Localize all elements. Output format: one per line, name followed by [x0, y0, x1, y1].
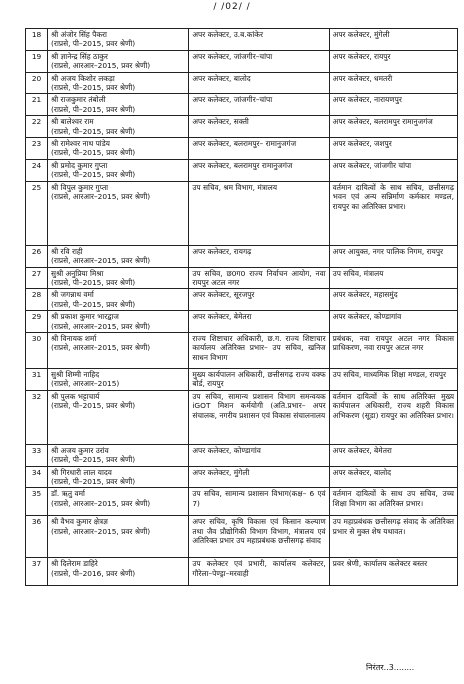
- new-posting: अपर कलेक्टर, बलरामपुर रामानुजगंज: [329, 116, 457, 138]
- officer-name: सुश्री अनुप्रिया मिश्रा: [51, 268, 104, 278]
- officer-name: श्री प्रमोद कुमार गुप्ता: [51, 160, 108, 170]
- officer-name: श्री जगन्नाथ वर्मा: [51, 290, 94, 300]
- officer-name: श्री अंजोर सिंह पैकरा: [51, 30, 107, 39]
- officer-name: श्री गिरधारी लाल यादव: [51, 467, 112, 477]
- new-posting: वर्तमान दायित्वों के साथ उप सचिव, उच्च शिक्षा विभाग का अतिरिक्त प्रभार।: [329, 488, 457, 516]
- serial-number: 30: [26, 332, 48, 368]
- table-row: [26, 245, 458, 267]
- current-posting: अपर कलेक्टर, सूरजपुर: [189, 289, 329, 311]
- officer-cell: [48, 444, 189, 466]
- serial-number: 18: [26, 29, 48, 51]
- officer-cell: [48, 116, 189, 138]
- officer-name: श्री पुलक भट्टाचार्य: [51, 391, 100, 401]
- table-row: [26, 50, 458, 72]
- table-row: [26, 488, 458, 516]
- officer-cell: [48, 390, 189, 444]
- new-posting: वर्तमान दायित्वों के साथ सचिव, छत्तीसगढ़ भवन एवं अन्य सन्निर्माण कर्मकार मण्डल, रायपुर का अतिरिक्त प्रभार।: [329, 181, 457, 245]
- officer-cell: [48, 181, 189, 245]
- officer-name: श्री रामेश्वर नाथ पांडेय: [51, 139, 110, 149]
- officer-service-details: (राप्रसे, पी–2015, प्रवर श्रेणी): [51, 299, 136, 309]
- officer-name: डॉ. ऋतु वर्मा: [51, 489, 85, 499]
- serial-number: 36: [26, 516, 48, 558]
- officer-cell: [48, 332, 189, 368]
- serial-number: 29: [26, 311, 48, 333]
- current-posting: मुख्य कार्यपालन अधिकारी, छत्तीसगढ़ राज्य वक्फ बोर्ड, रायपुर: [189, 368, 329, 390]
- officer-service-details: (राप्रसे, पी–2015, प्रवर श्रेणी): [51, 170, 136, 180]
- officer-service-details: (राप्रसे, आरआर–2015, प्रवर श्रेणी): [51, 256, 151, 266]
- serial-number: 34: [26, 466, 48, 488]
- table-row: [26, 29, 458, 51]
- officer-service-details: (राप्रसे, पी–2015, प्रवर श्रेणी): [51, 104, 136, 114]
- table-row: [26, 267, 458, 289]
- current-posting: अपर कलेक्टर, मुंगेली: [189, 466, 329, 488]
- officer-cell: [48, 50, 189, 72]
- officer-service-details: (राप्रसे, आरआर–2015, प्रवर श्रेणी): [51, 192, 151, 202]
- officer-name: श्री विनायक शर्मा: [51, 333, 97, 343]
- officer-service-details: (राप्रसे, आरआर–2015, प्रवर श्रेणी): [51, 321, 151, 331]
- new-posting: प्रबंधक, नवा रायपुर अटल नगर विकास प्राधिकरण, नवा रायपुर अटल नगर: [329, 332, 457, 368]
- table-row: [26, 311, 458, 333]
- table-row: [26, 289, 458, 311]
- continued-marker: निरंतर..3........: [366, 663, 415, 672]
- officer-service-details: (राप्रसे, पी–2015, प्रवर श्रेणी): [51, 83, 136, 93]
- current-posting: अपर कलेक्टर, जांजगीर–चांपा: [189, 94, 329, 116]
- officer-service-details: (राप्रसे, पी–2015, प्रवर श्रेणी): [51, 277, 136, 287]
- officer-service-details: (राप्रसे, पी–2015, प्रवर श्रेणी): [51, 148, 136, 158]
- table-row: [26, 116, 458, 138]
- officer-cell: [48, 516, 189, 558]
- table-row: [26, 159, 458, 181]
- current-posting: अपर कलेक्टर, सक्ती: [189, 116, 329, 138]
- officer-name: सुश्री शिम्मी नाहिद: [51, 369, 100, 379]
- officer-service-details: (राप्रसे, आरआर–2015, प्रवर श्रेणी): [51, 498, 151, 508]
- officer-service-details: (राप्रसे, पी–2015, प्रवर श्रेणी): [51, 126, 136, 136]
- serial-number: 32: [26, 390, 48, 444]
- serial-number: 28: [26, 289, 48, 311]
- officer-name: श्री रवि राही: [51, 246, 83, 256]
- officer-name: श्री ज्ञानेन्द्र सिंह ठाकुर: [51, 51, 108, 61]
- officer-cell: [48, 289, 189, 311]
- officer-name: श्री अजय कुमार उरांव: [51, 445, 109, 455]
- officer-cell: [48, 267, 189, 289]
- officer-cell: [48, 466, 189, 488]
- officer-cell: [48, 138, 189, 160]
- officer-cell: [48, 558, 189, 586]
- current-posting: उप सचिव, श्रम विभाग, मंत्रालय: [189, 181, 329, 245]
- current-posting: उप सचिव, सामान्य प्रशासन विभाग(कक्ष– 6 एवं 7): [189, 488, 329, 516]
- current-posting: अपर सचिव, कृषि विकास एवं किसान कल्याण तथा जैव प्रौद्योगिकी विभाग विभाग, मंत्रालय एवं अतिरिक्त प्रभार उप महाप्रबंधक छत्तीसगढ़ संवाद: [189, 516, 329, 558]
- new-posting: अपर आयुक्त, नगर पालिक निगम, रायपुर: [329, 245, 457, 267]
- officer-cell: [48, 29, 189, 51]
- serial-number: 22: [26, 116, 48, 138]
- serial-number: 27: [26, 267, 48, 289]
- new-posting: अपर कलेक्टर, धमतरी: [329, 72, 457, 94]
- table-row: [26, 138, 458, 160]
- new-posting: उप महाप्रबंधक छत्तीसगढ़ संवाद के अतिरिक्त प्रभार से मुक्त शेष यथावत।: [329, 516, 457, 558]
- officer-service-details: (राप्रसे, आरआर–2015): [51, 379, 120, 389]
- officer-service-details: (राप्रसे, आरआर–2015, प्रवर श्रेणी): [51, 61, 151, 71]
- officer-service-details: (राप्रसे, आरआर–2015, प्रवर श्रेणी): [51, 343, 151, 353]
- officer-service-details: (राप्रसे, पी–2015, प्रवर श्रेणी): [51, 455, 136, 465]
- officer-cell: [48, 311, 189, 333]
- new-posting: अपर कलेक्टर, कोण्डागांव: [329, 311, 457, 333]
- current-posting: उप कलेक्टर एवं प्रभारी, कार्यालय कलेक्टर, गौरेला–पेण्ड्रा–मरवाही: [189, 558, 329, 586]
- table-row: [26, 72, 458, 94]
- serial-number: 33: [26, 444, 48, 466]
- officer-name: श्री वैभव कुमार क्षेत्रज्ञ: [51, 517, 108, 527]
- new-posting: अपर कलेक्टर, नारायणपुर: [329, 94, 457, 116]
- current-posting: उप सचिव, सामान्य प्रशासन विभाग समन्वयक iGOT मिशन कर्मयोगी (अति.प्रभार– अपर संचालक, नगरीय प्रशासन एवं विकास संचालनालय: [189, 390, 329, 444]
- officer-service-details: (राप्रसे, पी–2015, प्रवर श्रेणी): [51, 401, 136, 411]
- new-posting: अपर कलेक्टर, मुंगेली: [329, 29, 457, 51]
- table-row: [26, 444, 458, 466]
- officer-name: श्री विपुल कुमार गुप्ता: [51, 182, 109, 192]
- current-posting: राज्य शिष्टाचार अधिकारी, छ.ग. राज्य शिष्टाचार कार्यालय अतिरिक्त प्रभार– उप सचिव, खनिज साधन विभाग: [189, 332, 329, 368]
- new-posting: वर्तमान दायित्वों के साथ अतिरिक्त मुख्य कार्यपालन अधिकारी, राज्य शहरी विकास अभिकरण (सूडा) रायपुर का अतिरिक्त प्रभार।: [329, 390, 457, 444]
- officer-cell: [48, 245, 189, 267]
- new-posting: अपर कलेक्टर, बेमेतरा: [329, 444, 457, 466]
- current-posting: अपर कलेक्टर, जांजगीर–चांपा: [189, 50, 329, 72]
- officer-service-details: (राप्रसे, पी–2015, प्रवर श्रेणी): [51, 476, 136, 486]
- officer-cell: [48, 368, 189, 390]
- new-posting: अपर कलेक्टर, रायपुर: [329, 50, 457, 72]
- serial-number: 25: [26, 181, 48, 245]
- new-posting: उप सचिव, माध्यमिक शिक्षा मण्डल, रायपुर: [329, 368, 457, 390]
- current-posting: अपर कलेक्टर, रायगढ़: [189, 245, 329, 267]
- table-row: [26, 558, 458, 586]
- table-row: [26, 94, 458, 116]
- officer-service-details: (राप्रसे, पी–2016, प्रवर श्रेणी): [51, 568, 136, 578]
- table-row: [26, 368, 458, 390]
- new-posting: अपर कलेक्टर, जांजगीर चांपा: [329, 159, 457, 181]
- serial-number: 37: [26, 558, 48, 586]
- new-posting: उप सचिव, मंत्रालय: [329, 267, 457, 289]
- current-posting: अपर कलेक्टर, बेमेतरा: [189, 311, 329, 333]
- table-row: [26, 332, 458, 368]
- serial-number: 23: [26, 138, 48, 160]
- officer-service-details: (राप्रसे, पी–2015, प्रवर श्रेणी): [51, 39, 136, 49]
- serial-number: 21: [26, 94, 48, 116]
- transfer-order-table: [25, 28, 458, 586]
- table-row: [26, 466, 458, 488]
- new-posting: अपर कलेक्टर, महासमुंद: [329, 289, 457, 311]
- current-posting: अपर कलेक्टर, बलरामपुर रामानुजगंज: [189, 159, 329, 181]
- table-row: [26, 390, 458, 444]
- table-row: [26, 181, 458, 245]
- officer-name: श्री राजकुमार तंबोली: [51, 95, 106, 105]
- table-row: [26, 516, 458, 558]
- officer-name: श्री बालेश्वर राम: [51, 117, 94, 127]
- officer-name: श्री प्रकाश कुमार भारद्वाज: [51, 312, 119, 322]
- officer-cell: [48, 94, 189, 116]
- current-posting: उप सचिव, छ0ग0 राज्य निर्वाचन आयोग, नवा रायपुर अटल नगर: [189, 267, 329, 289]
- current-posting: अपर कलेक्टर, बालोद: [189, 72, 329, 94]
- current-posting: अपर कलेक्टर, बलरामपुर– रामानुजगंज: [189, 138, 329, 160]
- officer-cell: [48, 488, 189, 516]
- serial-number: 26: [26, 245, 48, 267]
- officer-name: श्री दिलेराम डाहिरे: [51, 559, 98, 569]
- current-posting: अपर कलेक्टर, कोण्डागांव: [189, 444, 329, 466]
- serial-number: 19: [26, 50, 48, 72]
- serial-number: 35: [26, 488, 48, 516]
- officer-service-details: (राप्रसे, आरआर–2015, प्रवर श्रेणी): [51, 526, 151, 536]
- serial-number: 24: [26, 159, 48, 181]
- officer-cell: [48, 159, 189, 181]
- new-posting: अपर कलेक्टर, जशपुर: [329, 138, 457, 160]
- new-posting: प्रवर श्रेणी, कार्यालय कलेक्टर बस्तर: [329, 558, 457, 586]
- current-posting: अपर कलेक्टर, उ.ब.कांकेर: [189, 29, 329, 51]
- officer-name: श्री अजय किशोर लकड़ा: [51, 73, 115, 83]
- officer-cell: [48, 72, 189, 94]
- new-posting: अपर कलेक्टर, बालोद: [329, 466, 457, 488]
- serial-number: 31: [26, 368, 48, 390]
- serial-number: 20: [26, 72, 48, 94]
- page-number: / /02/ /: [213, 2, 251, 12]
